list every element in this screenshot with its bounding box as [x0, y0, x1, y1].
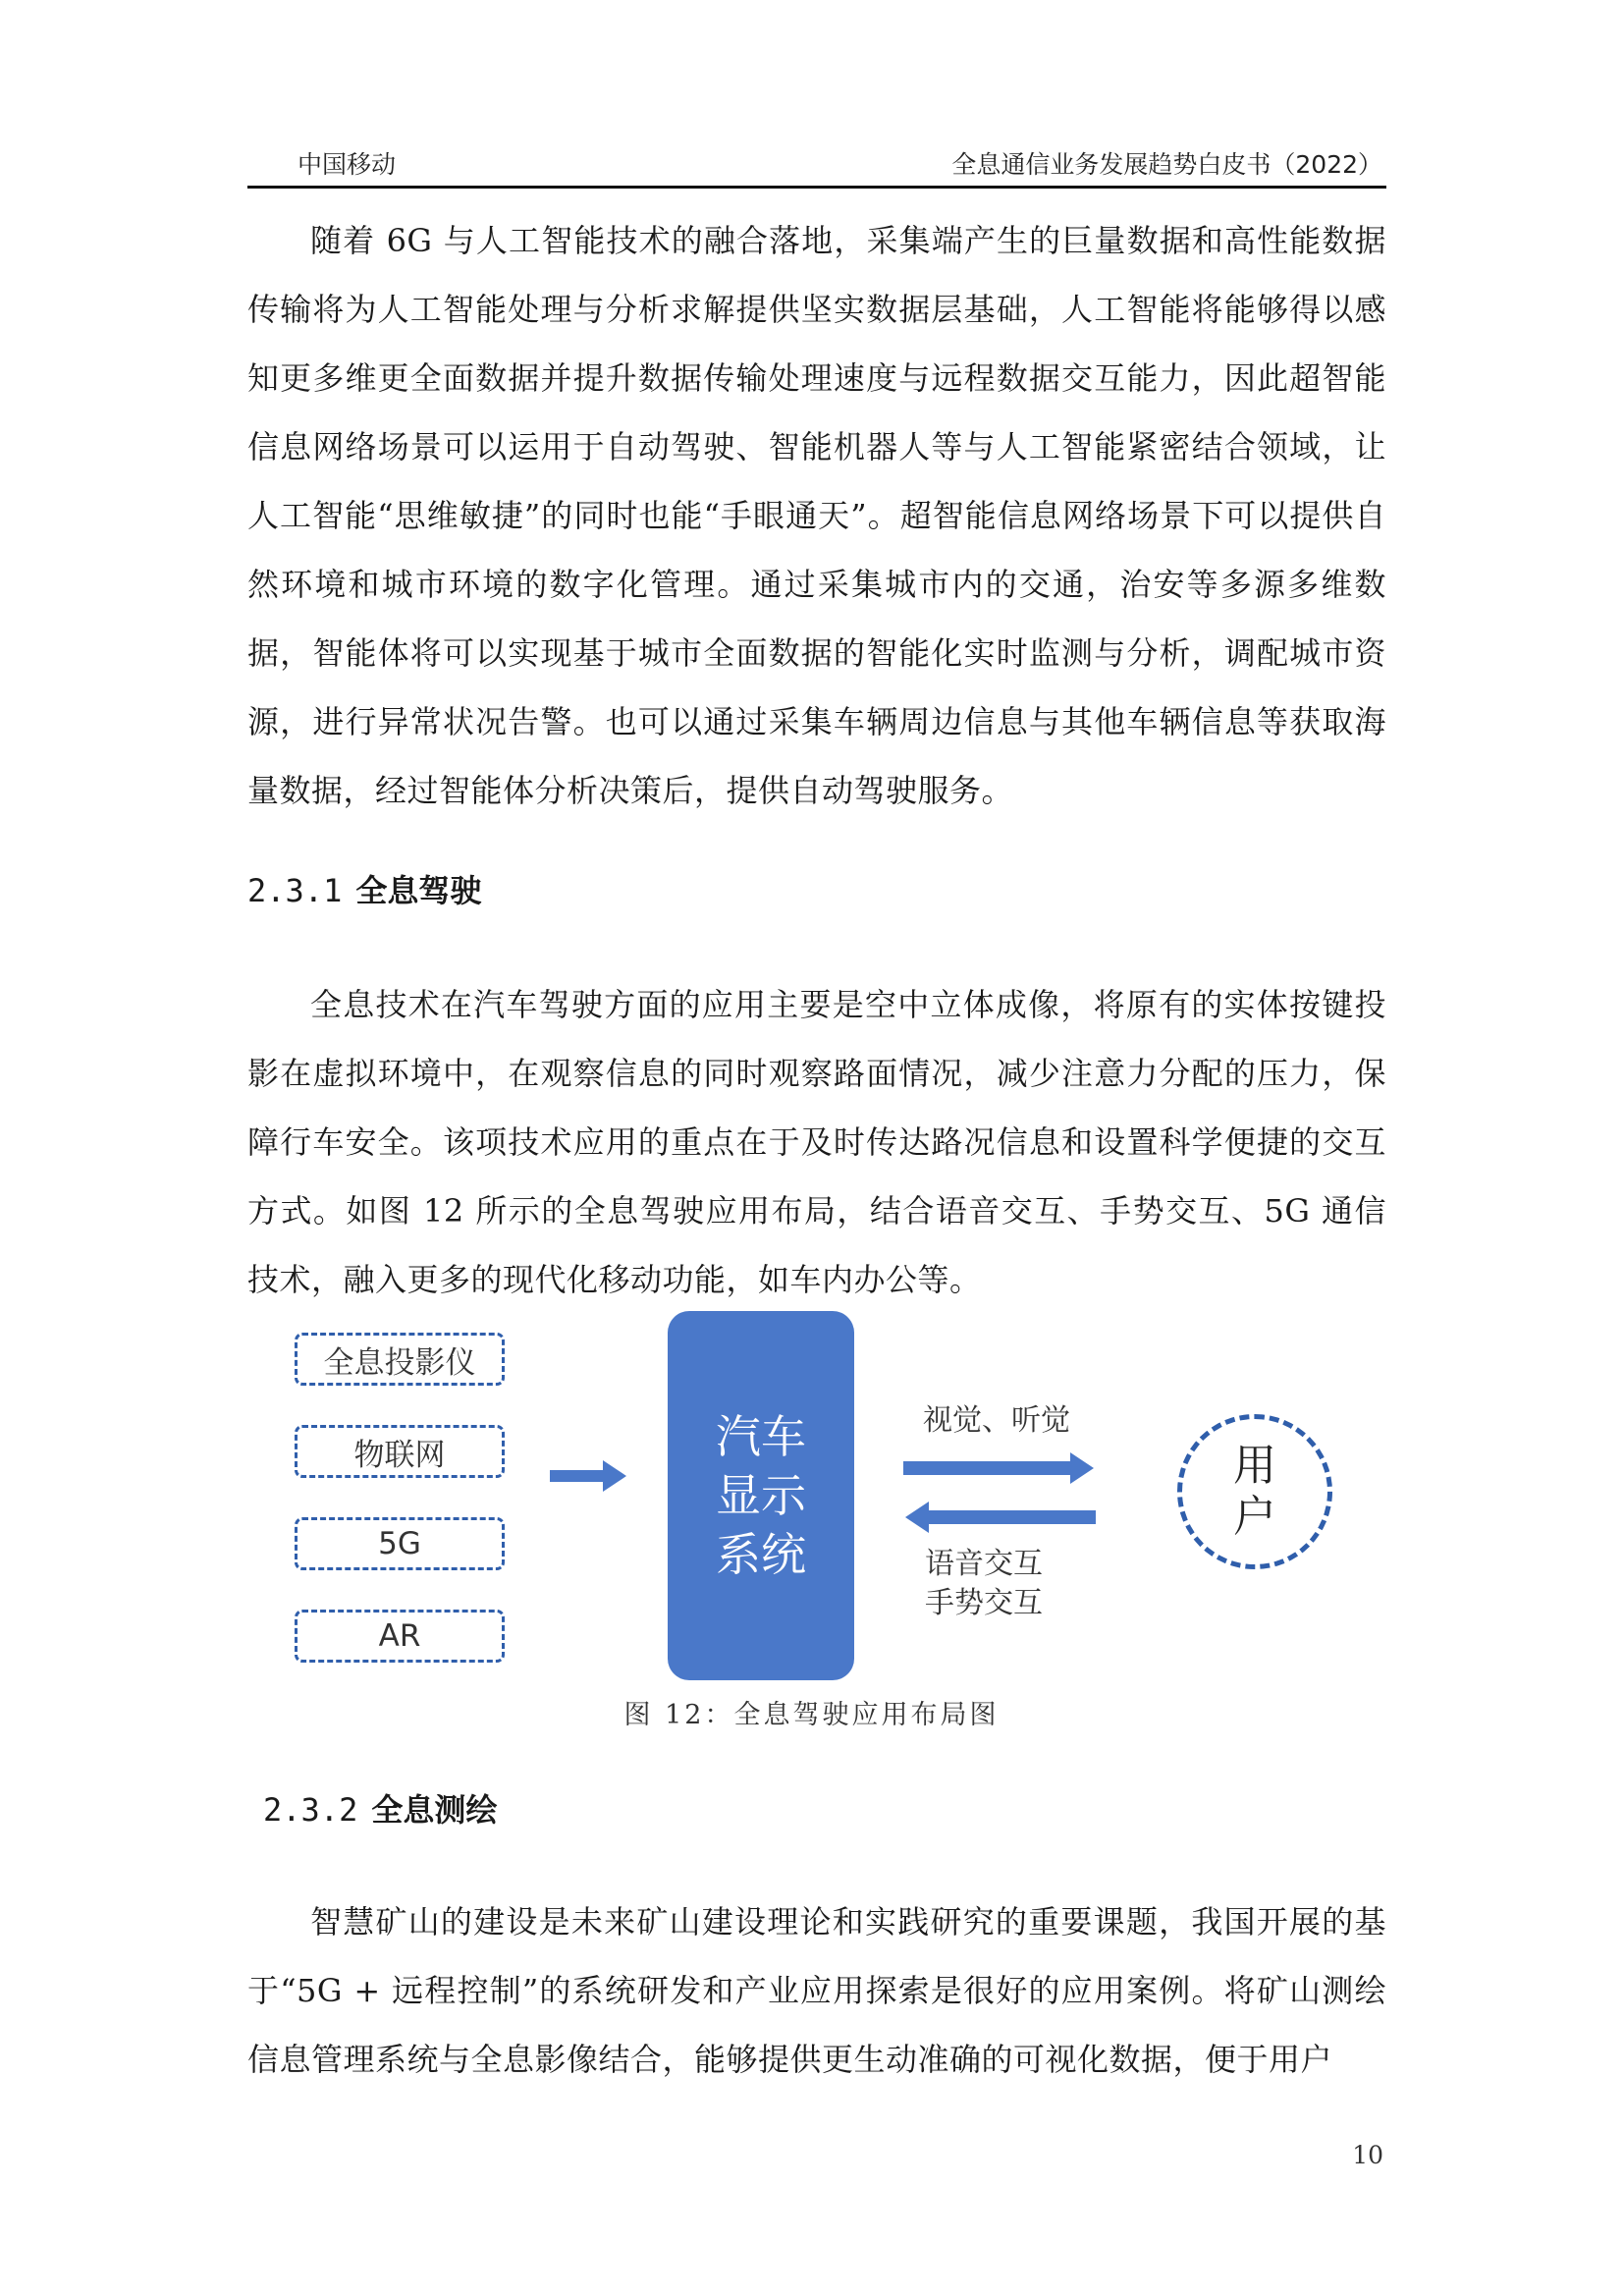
- forward-arrow-label: 视觉、听觉: [923, 1403, 1070, 1438]
- section-number: 2.3.1: [247, 872, 343, 909]
- arrow-right-icon: [550, 1458, 628, 1494]
- figure-caption: 图 12：全息驾驶应用布局图: [623, 1700, 1000, 1730]
- header-rule: [247, 186, 1386, 189]
- paragraph-holographic-driving: 全息技术在汽车驾驶方面的应用主要是空中立体成像，将原有的实体按键投影在虚拟环境中，在观察信息的同时观察路面情况，减少注意力分配的压力，保障行车安全。该项技术应用的重点在于及时传达路况信息和设置科学便捷的交互方式。如图 12 所示的全息驾驶应用布局，结合语音交互、手势交互、5G 通信技术，融入更多的现代化移动功能，如车内办公等。: [247, 986, 1386, 1298]
- input-tag-5g: 5G: [295, 1517, 505, 1570]
- section-heading-holographic-driving: [247, 866, 481, 911]
- section-title: 全息驾驶: [355, 872, 482, 909]
- section-title: 全息测绘: [371, 1791, 498, 1829]
- paragraph-holographic-surveying: 智慧矿山的建设是未来矿山建设理论和实践研究的重要课题，我国开展的基于“5G + 远程控制”的系统研发和产业应用探索是很好的应用案例。将矿山测绘信息管理系统与全息影像结合，能够提供更生动准确的可视化数据，便于用户: [247, 1903, 1386, 2078]
- input-tag-ar: AR: [295, 1610, 505, 1663]
- backward-arrow-label: 语音交互 手势交互: [925, 1547, 1043, 1620]
- page-number: 10: [1352, 2141, 1383, 2169]
- figure-holographic-driving-layout: [285, 1311, 1355, 1686]
- page-header-right: 全息通信业务发展趋势白皮书（2022）: [951, 150, 1382, 179]
- arrow-left-icon: [903, 1500, 1096, 1535]
- paragraph-intro: 随着 6G 与人工智能技术的融合落地，采集端产生的巨量数据和高性能数据传输将为人工智能处理与分析求解提供坚实数据层基础，人工智能将能够得以感知更多维更全面数据并提升数据传输处理速度与远程数据交互能力，因此超智能信息网络场景可以运用于自动驾驶、智能机器人等与人工智能紧密结合领域，让人工智能“思维敏捷”的同时也能“手眼通天”。超智能信息网络场景下可以提供自然环境和城市环境的数字化管理。通过采集城市内的交通，治安等多源多维数据，智能体将可以实现基于城市全面数据的智能化实时监测与分析，调配城市资源，进行异常状况告警。也可以通过采集车辆周边信息与其他车辆信息等获取海量数据，经过智能体分析决策后，提供自动驾驶服务。: [247, 222, 1386, 809]
- section-heading-holographic-surveying: [263, 1785, 497, 1831]
- section-number: 2.3.2: [263, 1791, 358, 1829]
- input-tag-holographic-projector: 全息投影仪: [295, 1333, 505, 1386]
- input-tag-iot: 物联网: [295, 1425, 505, 1478]
- car-display-system-box: 汽车 显示 系统: [668, 1311, 854, 1680]
- user-circle: 用 户: [1177, 1414, 1332, 1569]
- arrow-right-icon: [903, 1450, 1096, 1486]
- page-header-left: 中国移动: [298, 150, 397, 179]
